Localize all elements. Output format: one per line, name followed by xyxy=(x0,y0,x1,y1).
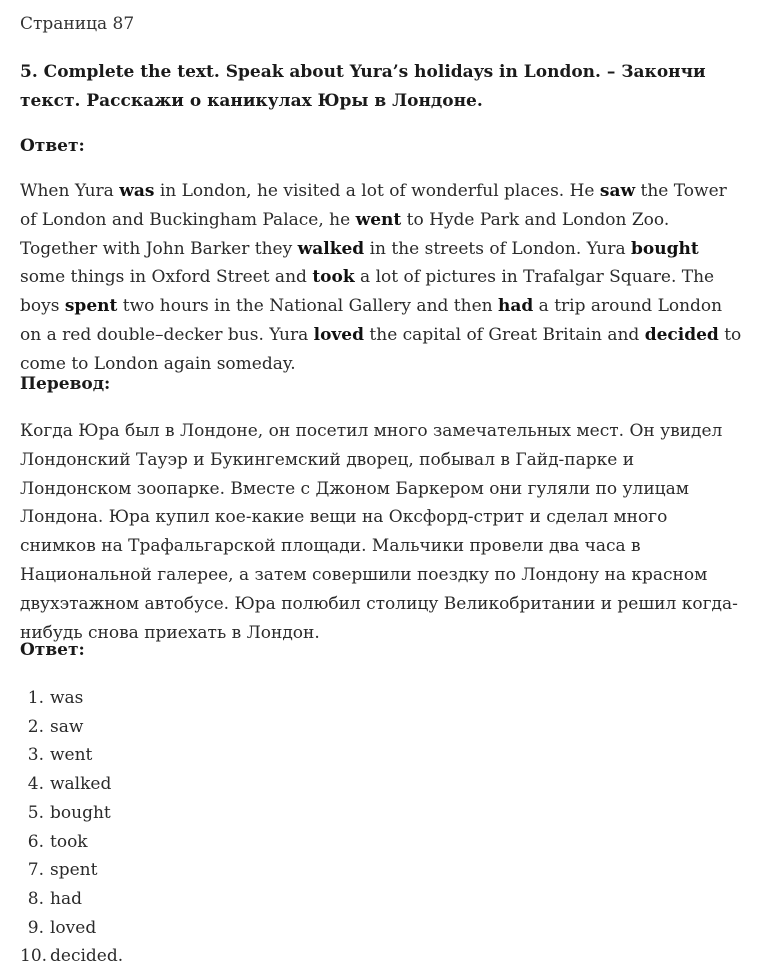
answer-list-number: 3. xyxy=(27,745,44,766)
answer-list-number: 5. xyxy=(27,802,44,823)
answer-list-word: bought xyxy=(50,802,111,823)
answer-list-word: walked xyxy=(50,774,112,795)
page-number-label: Страница 87 xyxy=(20,14,135,34)
answer-list-item xyxy=(20,885,123,914)
answer-list-number: 10. xyxy=(20,946,48,967)
answer-list-word: was xyxy=(50,688,84,708)
answer-verb: was xyxy=(119,181,155,201)
answer-list-number: 7. xyxy=(27,860,44,881)
answer-text-segment: a lot of pictures in Trafalgar Square. The boys xyxy=(20,267,715,317)
answer-text-segment: the capital of Great Britain and xyxy=(364,324,645,345)
answer-list-word: loved xyxy=(50,917,97,938)
answer-list-number: 9. xyxy=(27,917,44,938)
answer-verb: walked xyxy=(297,238,365,259)
answer-verb: had xyxy=(498,296,534,317)
answer-text-segment: some things in Oxford Street and xyxy=(20,267,313,288)
answer-list-item xyxy=(20,713,123,742)
answer-list-word: went xyxy=(50,745,93,766)
answer-text-segment: in London, he visited a lot of wonderful places. He xyxy=(154,181,600,201)
answer-list xyxy=(20,684,123,971)
answer-text-segment: in the streets of London. Yura xyxy=(364,238,632,259)
translation-heading: Перевод: xyxy=(20,374,111,394)
answer-list-number: 6. xyxy=(27,831,44,852)
answer-verb: saw xyxy=(599,181,636,201)
answer-list-item xyxy=(20,684,123,713)
answer-verb: decided xyxy=(644,324,719,345)
answer-list-item xyxy=(20,942,123,971)
answer-list-item xyxy=(20,770,123,799)
answer-text-segment: When Yura xyxy=(20,181,120,201)
translation-paragraph: Когда Юра был в Лондоне, он посетил много замечательных мест. Он увидел Лондонский Тауэр и Букингемский дворец, побывал в Гайд-парке и Лондонском зоопарке. Вместе с Джоном Баркером они гуляли по улицам Лондона. Юра купил кое-какие вещи на Оксфорд-стрит и сделал много снимков на Трафальгарской площади. Мальчики провели два часа в Национальной галерее, а затем совершили поездку по Лондону на красном двухэтажном автобусе. Юра полюбил столицу Великобритании и решил когда-нибудь снова приехать в Лондон. xyxy=(20,421,738,643)
answer-text-segment: to come to London again someday. xyxy=(20,324,742,374)
answer-list-number: 4. xyxy=(27,774,44,795)
answer-list-item xyxy=(20,856,123,885)
answer-list-word: took xyxy=(50,831,88,852)
answer-text-segment: to Hyde Park and London Zoo. Together with John Barker they xyxy=(20,209,670,259)
answer-text-segment: two hours in the National Gallery and then xyxy=(117,296,498,317)
answer-text-segment: the Tower of London and Buckingham Palace, he xyxy=(20,181,727,230)
answer-list-number: 8. xyxy=(27,888,44,909)
answer-verb: loved xyxy=(313,324,365,345)
answer-list-word: saw xyxy=(50,716,84,737)
answer-heading: Ответ: xyxy=(20,136,85,156)
answer-paragraph xyxy=(20,177,748,379)
answer-list-item xyxy=(20,741,123,770)
answer-list-heading: Ответ: xyxy=(20,640,85,660)
answer-list-word: spent xyxy=(50,860,98,881)
answer-list-word: had xyxy=(50,888,82,909)
answer-list-item xyxy=(20,828,123,857)
answer-text-segment: a trip around London on a red double–decker bus. Yura xyxy=(20,296,723,345)
answer-list-number: 2. xyxy=(27,716,44,737)
answer-verb: took xyxy=(312,267,355,288)
answer-list-word: decided. xyxy=(50,946,124,967)
answer-list-item xyxy=(20,799,123,828)
answer-verb: spent xyxy=(64,296,118,317)
task-title: 5. Complete the text. Speak about Yura’s holidays in London. – Закончи текст. Расскажи о каникулах Юры в Лондоне. xyxy=(20,62,706,111)
answer-verb: went xyxy=(355,209,402,230)
answer-list-number: 1. xyxy=(27,688,44,708)
answer-list-item xyxy=(20,914,123,943)
answer-verb: bought xyxy=(631,238,699,259)
